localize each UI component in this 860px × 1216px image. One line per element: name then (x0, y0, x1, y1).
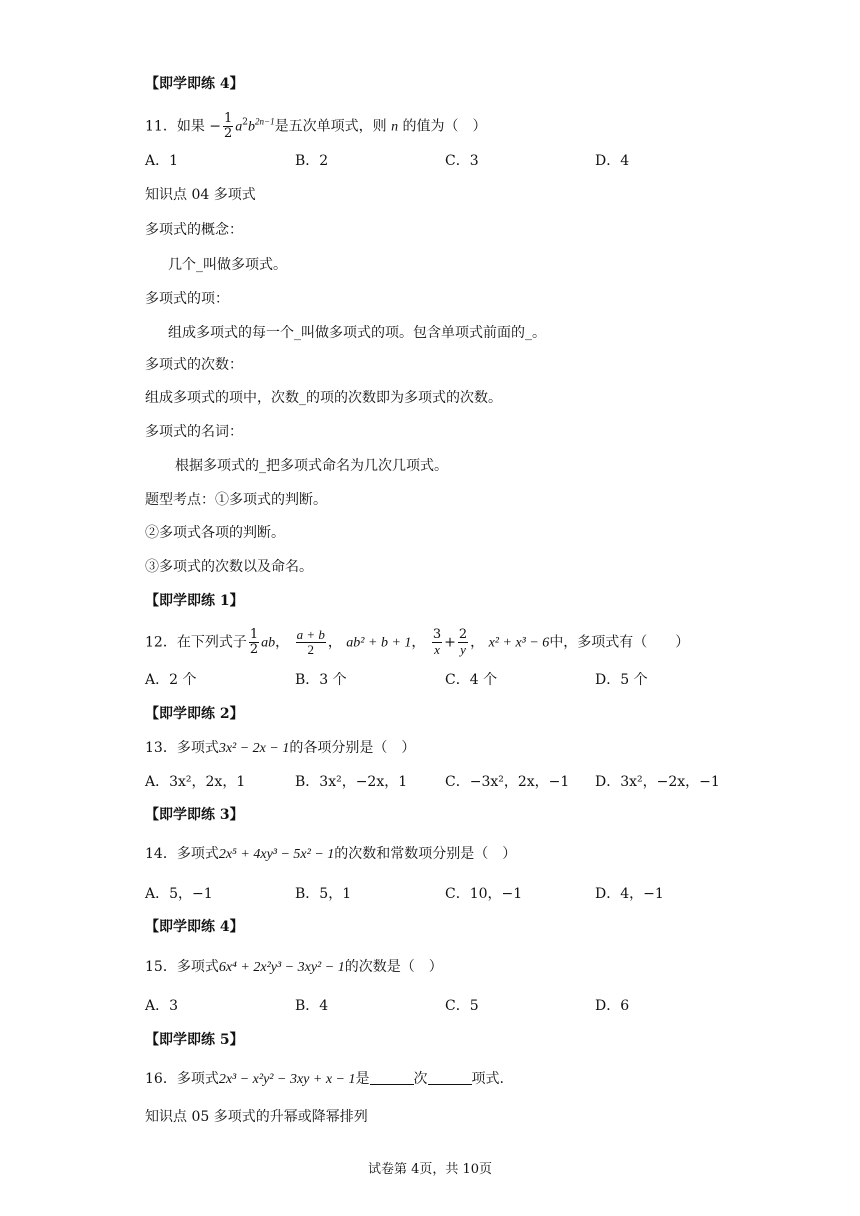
q12-expr-3: ab² + b + 1 (346, 635, 412, 651)
q15-text-tail: 的次数是（ ） (344, 959, 443, 975)
q14-expression: 2x⁵ + 4xy³ − 5x² − 1 (218, 847, 335, 862)
section-heading-practice-2: 【即学即练 2】 (145, 706, 244, 722)
q11-text-1: 是五次单项式，则 (274, 118, 392, 135)
exam-points-1: 题型考点：①多项式的判断。 (145, 492, 327, 508)
q16-blank-1[interactable] (370, 1070, 414, 1085)
q15-option-c[interactable]: C．5 (445, 998, 479, 1014)
q12-f1-numerator: 1 (249, 627, 259, 642)
concept-label: 多项式的概念： (145, 222, 243, 238)
q11-option-b[interactable]: B．2 (295, 153, 329, 169)
q11-fraction (223, 112, 233, 141)
question-11 (145, 112, 487, 141)
q12-expr-ab: ab (261, 635, 276, 651)
q11-b-exponent: 2n−1 (255, 116, 275, 127)
q16-text-tail: 项式. (471, 1071, 504, 1087)
question-11-number: 11．如果 (145, 118, 205, 135)
q11-minus: − (209, 118, 222, 135)
q14-text-tail: 的次数和常数项分别是（ ） (334, 846, 517, 862)
question-13 (145, 738, 415, 759)
q12-option-d[interactable]: D．5 个 (595, 672, 648, 688)
degree-text: 组成多项式的项中，次数_的项的次数即为多项式的次数。 (145, 390, 502, 406)
q12-f2-numerator: a + b (296, 627, 325, 642)
name-label: 多项式的名词： (145, 424, 243, 440)
q11-var-a: a (235, 119, 243, 135)
q11-text-2: 的值为（ ） (398, 118, 487, 135)
q14-option-c[interactable]: C．10，−1 (445, 886, 523, 902)
q12-option-a[interactable]: A．2 个 (145, 672, 197, 688)
question-15 (145, 957, 443, 978)
q12-f3-numerator: 3 (432, 627, 442, 642)
q13-option-d[interactable]: D．3x²，−2x，−1 (595, 774, 720, 790)
q11-fraction-numerator: 1 (224, 111, 233, 126)
degree-label: 多项式的次数： (145, 357, 243, 373)
q11-option-c[interactable]: C．3 (445, 153, 479, 169)
q12-f1-denominator: 2 (249, 642, 259, 657)
q11-option-d[interactable]: D．4 (595, 153, 630, 169)
q15-option-d[interactable]: D．6 (595, 998, 630, 1014)
q12-fraction-3 (432, 628, 442, 657)
exam-points-3: ③多项式的次数以及命名。 (145, 559, 313, 575)
question-12-number: 12．在下列式子 (145, 634, 247, 651)
q15-expression: 6x⁴ + 2x²y³ − 3xy² − 1 (218, 960, 345, 975)
q11-fraction-denominator: 2 (224, 126, 233, 141)
q13-option-a[interactable]: A．3x²，2x，1 (145, 774, 246, 790)
q16-blank-2[interactable] (428, 1070, 472, 1085)
q15-option-a[interactable]: A．3 (145, 998, 179, 1014)
q16-expression: 2x³ − x²y² − 3xy + x − 1 (218, 1072, 356, 1087)
section-heading-practice-1: 【即学即练 1】 (145, 593, 244, 609)
q15-option-b[interactable]: B．4 (295, 998, 329, 1014)
q11-a-exponent: 2 (242, 117, 249, 128)
question-16 (145, 1069, 504, 1090)
section-heading-practice-4: 【即学即练 4】 (145, 76, 244, 92)
knowledge-point-05-title: 知识点 05 多项式的升幂或降幂排列 (145, 1109, 368, 1125)
q11-var-b: b (248, 119, 256, 135)
q11-var-n: n (391, 119, 399, 135)
q12-f4-denominator: y (460, 642, 466, 657)
question-14 (145, 844, 516, 865)
concept-text: 几个_叫做多项式。 (168, 257, 287, 273)
knowledge-point-04-title: 知识点 04 多项式 (145, 187, 256, 203)
q12-f3-denominator: x (434, 642, 440, 657)
q12-f2-denominator: 2 (307, 642, 314, 657)
q13-expression: 3x² − 2x − 1 (218, 741, 290, 756)
q16-text-mid: 是 (355, 1071, 370, 1087)
section-heading-practice-4-b: 【即学即练 4】 (145, 919, 244, 935)
q14-option-b[interactable]: B．5，1 (295, 886, 352, 902)
q11-option-a[interactable]: A．1 (145, 153, 179, 169)
section-heading-practice-3: 【即学即练 3】 (145, 807, 244, 823)
term-text: 组成多项式的每一个_叫做多项式的项。包含单项式前面的_。 (168, 325, 546, 341)
q16-text-mid2: 次 (413, 1071, 428, 1087)
q12-fraction-1 (249, 628, 259, 657)
q14-option-d[interactable]: D．4，−1 (595, 886, 664, 902)
term-label: 多项式的项： (145, 291, 229, 307)
q13-option-c[interactable]: C．−3x²，2x，−1 (445, 774, 570, 790)
question-12: 12．在下列式子 $\frac{1}{2}$ ab， $\frac{a + b}{2}$ ， ab² + b + 1， $\frac{3}{x}$ + $\frac{2}{y}$ ， x² + x³ − 6中，多项式有（ ） (145, 627, 690, 657)
q12-fraction-2 (296, 628, 326, 657)
question-13-number: 13．多项式 (145, 740, 219, 756)
question-16-number: 16．多项式 (145, 1071, 219, 1087)
question-14-number: 14．多项式 (145, 846, 219, 862)
q12-fraction-4 (458, 628, 468, 657)
q13-text-tail: 的各项分别是（ ） (289, 740, 416, 756)
q14-option-a[interactable]: A．5，−1 (145, 886, 213, 902)
q12-f4-numerator: 2 (458, 627, 468, 642)
q12-option-c[interactable]: C．4 个 (445, 672, 498, 688)
q13-option-b[interactable]: B．3x²，−2x，1 (295, 774, 408, 790)
q12-expr-5: x² + x³ − 6 (488, 635, 550, 651)
page-footer: 试卷第 4页，共 10页 (367, 1162, 493, 1177)
q12-option-b[interactable]: B．3 个 (295, 672, 347, 688)
section-heading-practice-5: 【即学即练 5】 (145, 1032, 244, 1048)
exam-points-2: ②多项式各项的判断。 (145, 525, 285, 541)
name-text: 根据多项式的_把多项式命名为几次几项式。 (175, 458, 448, 474)
q12-text-tail: 中，多项式有（ ） (549, 634, 690, 651)
q12-plus: + (444, 634, 456, 651)
question-15-number: 15．多项式 (145, 959, 219, 975)
